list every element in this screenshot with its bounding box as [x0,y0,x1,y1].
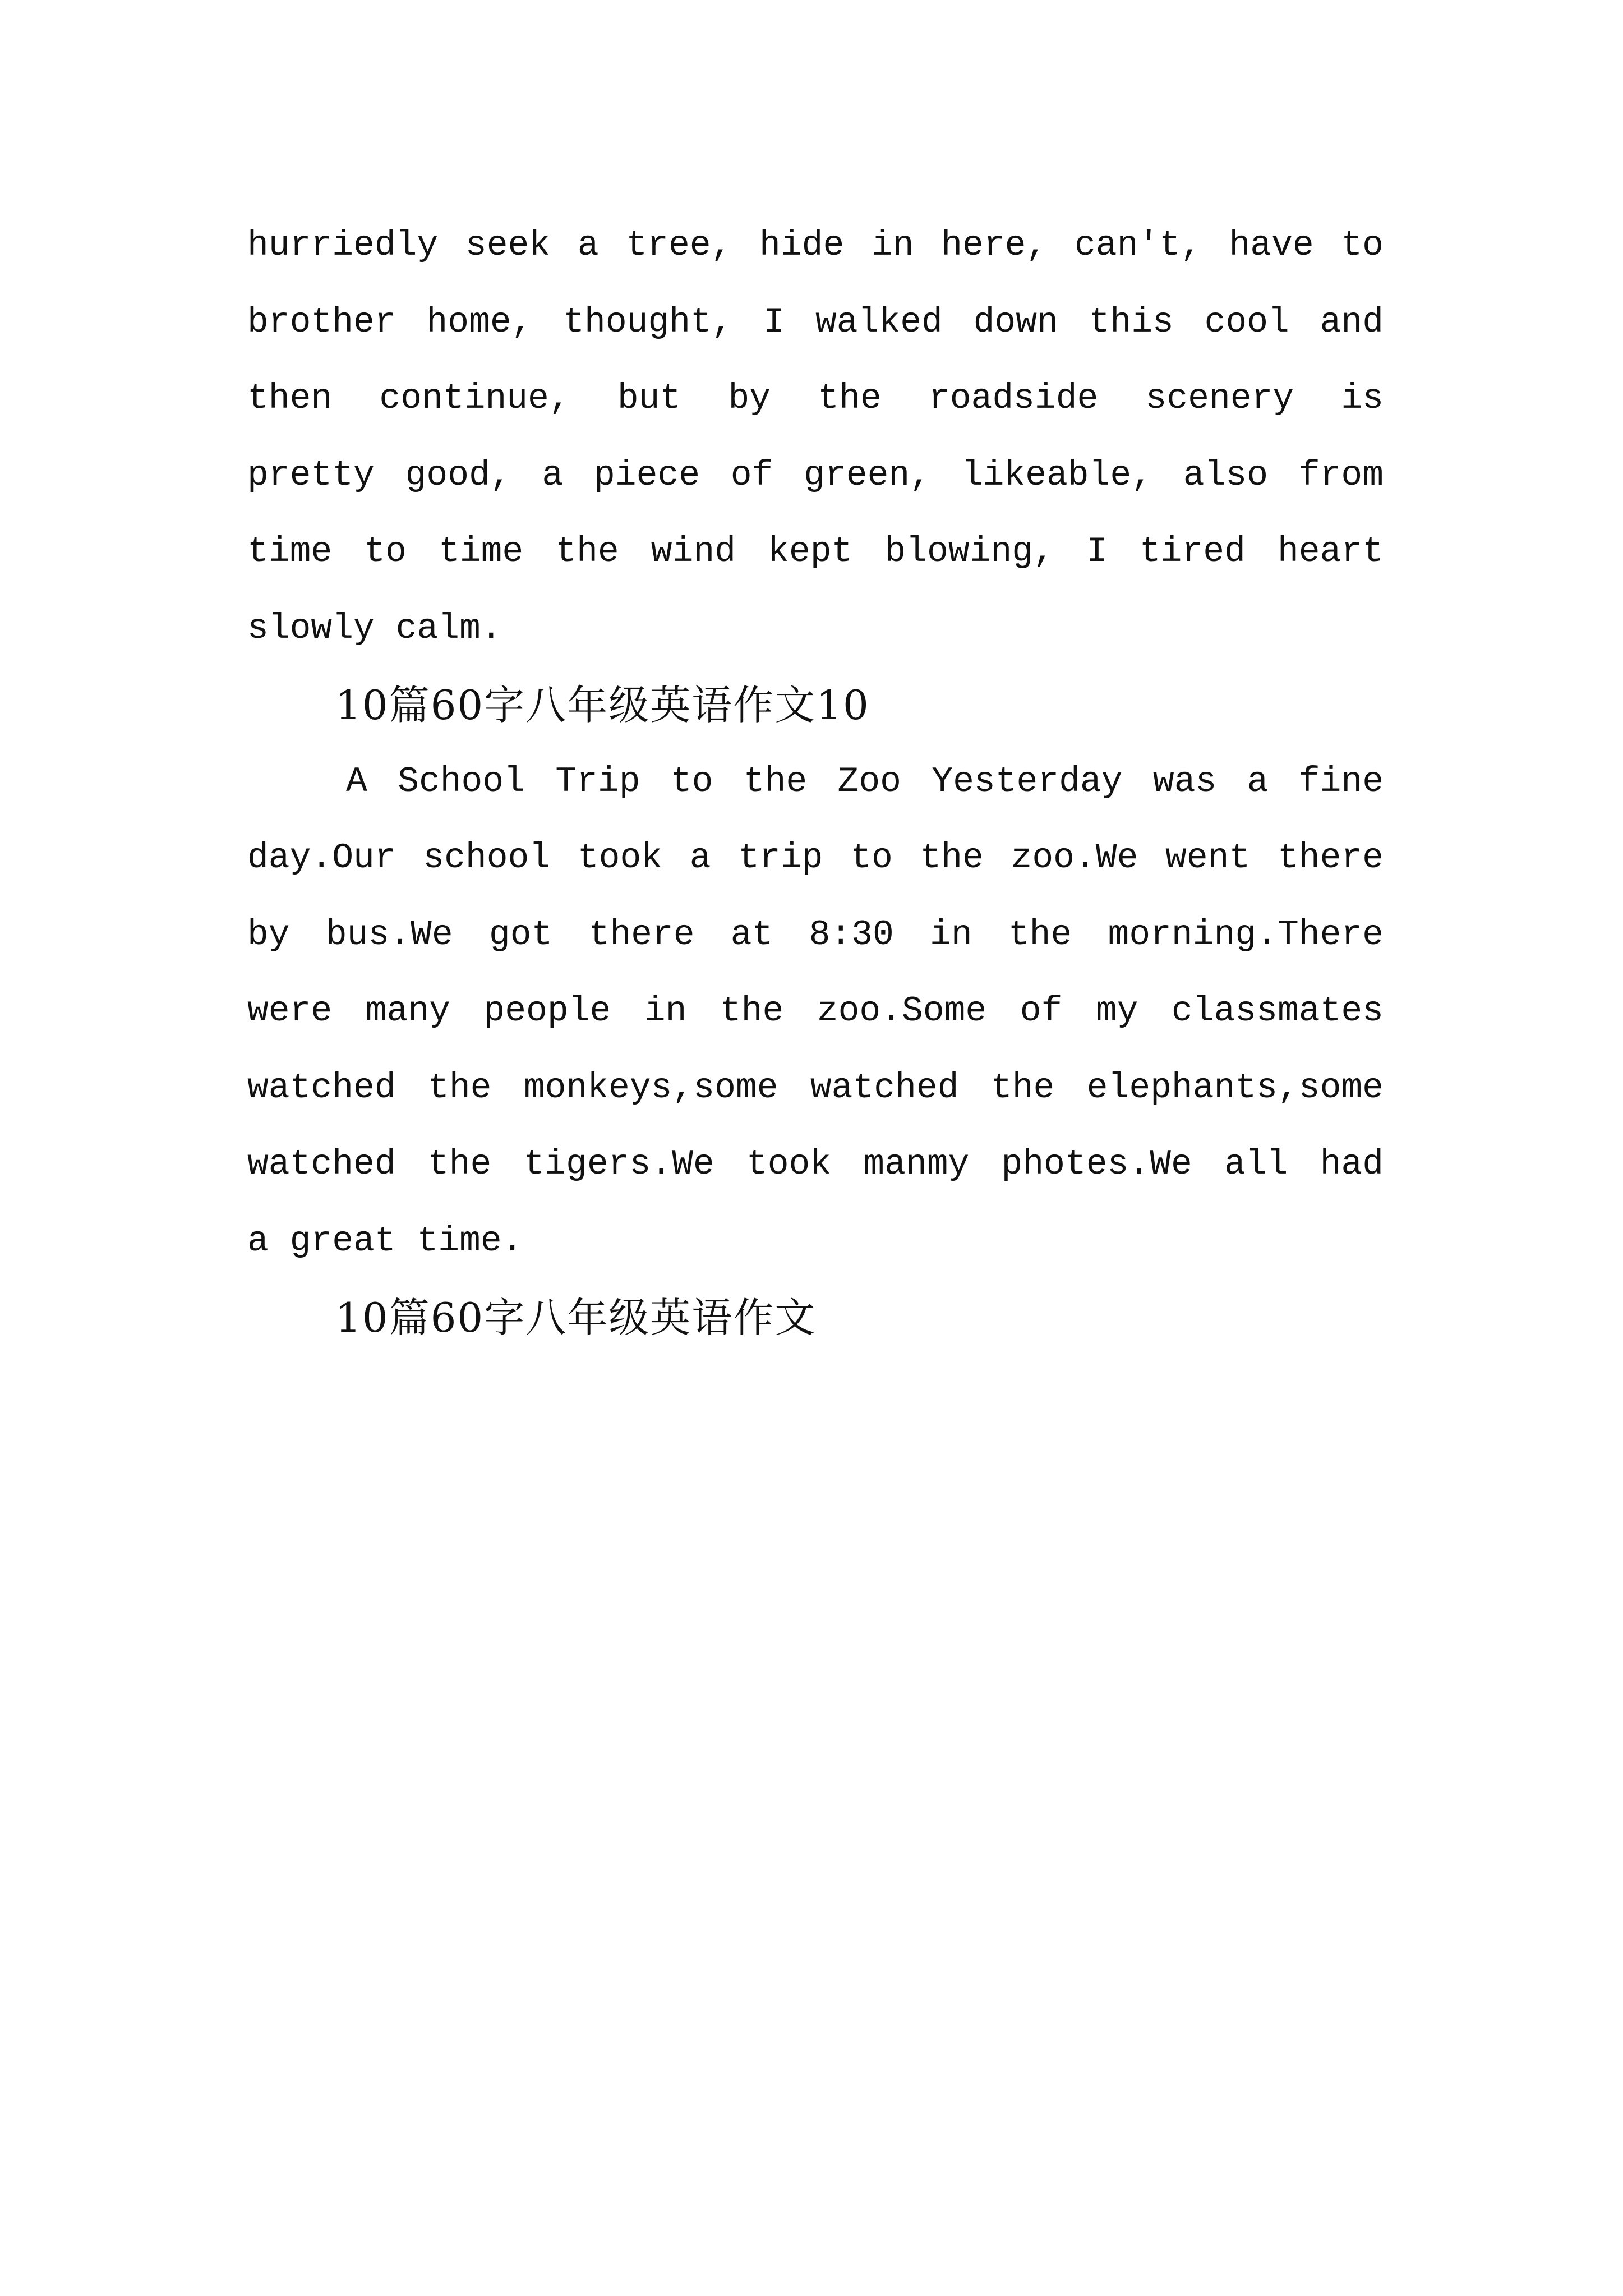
paragraph [247,208,1384,667]
paragraph [247,744,1384,1280]
text-line: brother home, thought, I walked down this cool and [247,302,1384,342]
text-line: hurriedly seek a tree, hide in here, can't, have to [247,226,1384,265]
text-line: watched the tigers.We took manmy photes.We all had [247,1144,1384,1184]
section-heading: 10篇60字八年级英语作文 [335,1294,817,1341]
text-line: watched the monkeys,some watched the elephants,some [247,1068,1384,1108]
text-line: A School Trip to the Zoo Yesterday was a fine [346,761,1384,802]
text-line: pretty good, a piece of green, likeable, also from [247,455,1384,495]
text-line: were many people in the zoo.Some of my classmates [247,991,1384,1031]
text-line: a great time. [247,1221,523,1261]
text-line: time to time the wind kept blowing, I tired heart [247,532,1384,572]
document-body [247,208,1384,1356]
text-line: day.Our school took a trip to the zoo.We went there [247,838,1384,878]
section-heading: 10篇60字八年级英语作文10 [335,682,870,729]
text-line: by bus.We got there at 8:30 in the morning.There [247,914,1384,955]
text-line: then continue, but by the roadside scenery is [247,379,1384,418]
text-line: slowly calm. [247,608,502,648]
